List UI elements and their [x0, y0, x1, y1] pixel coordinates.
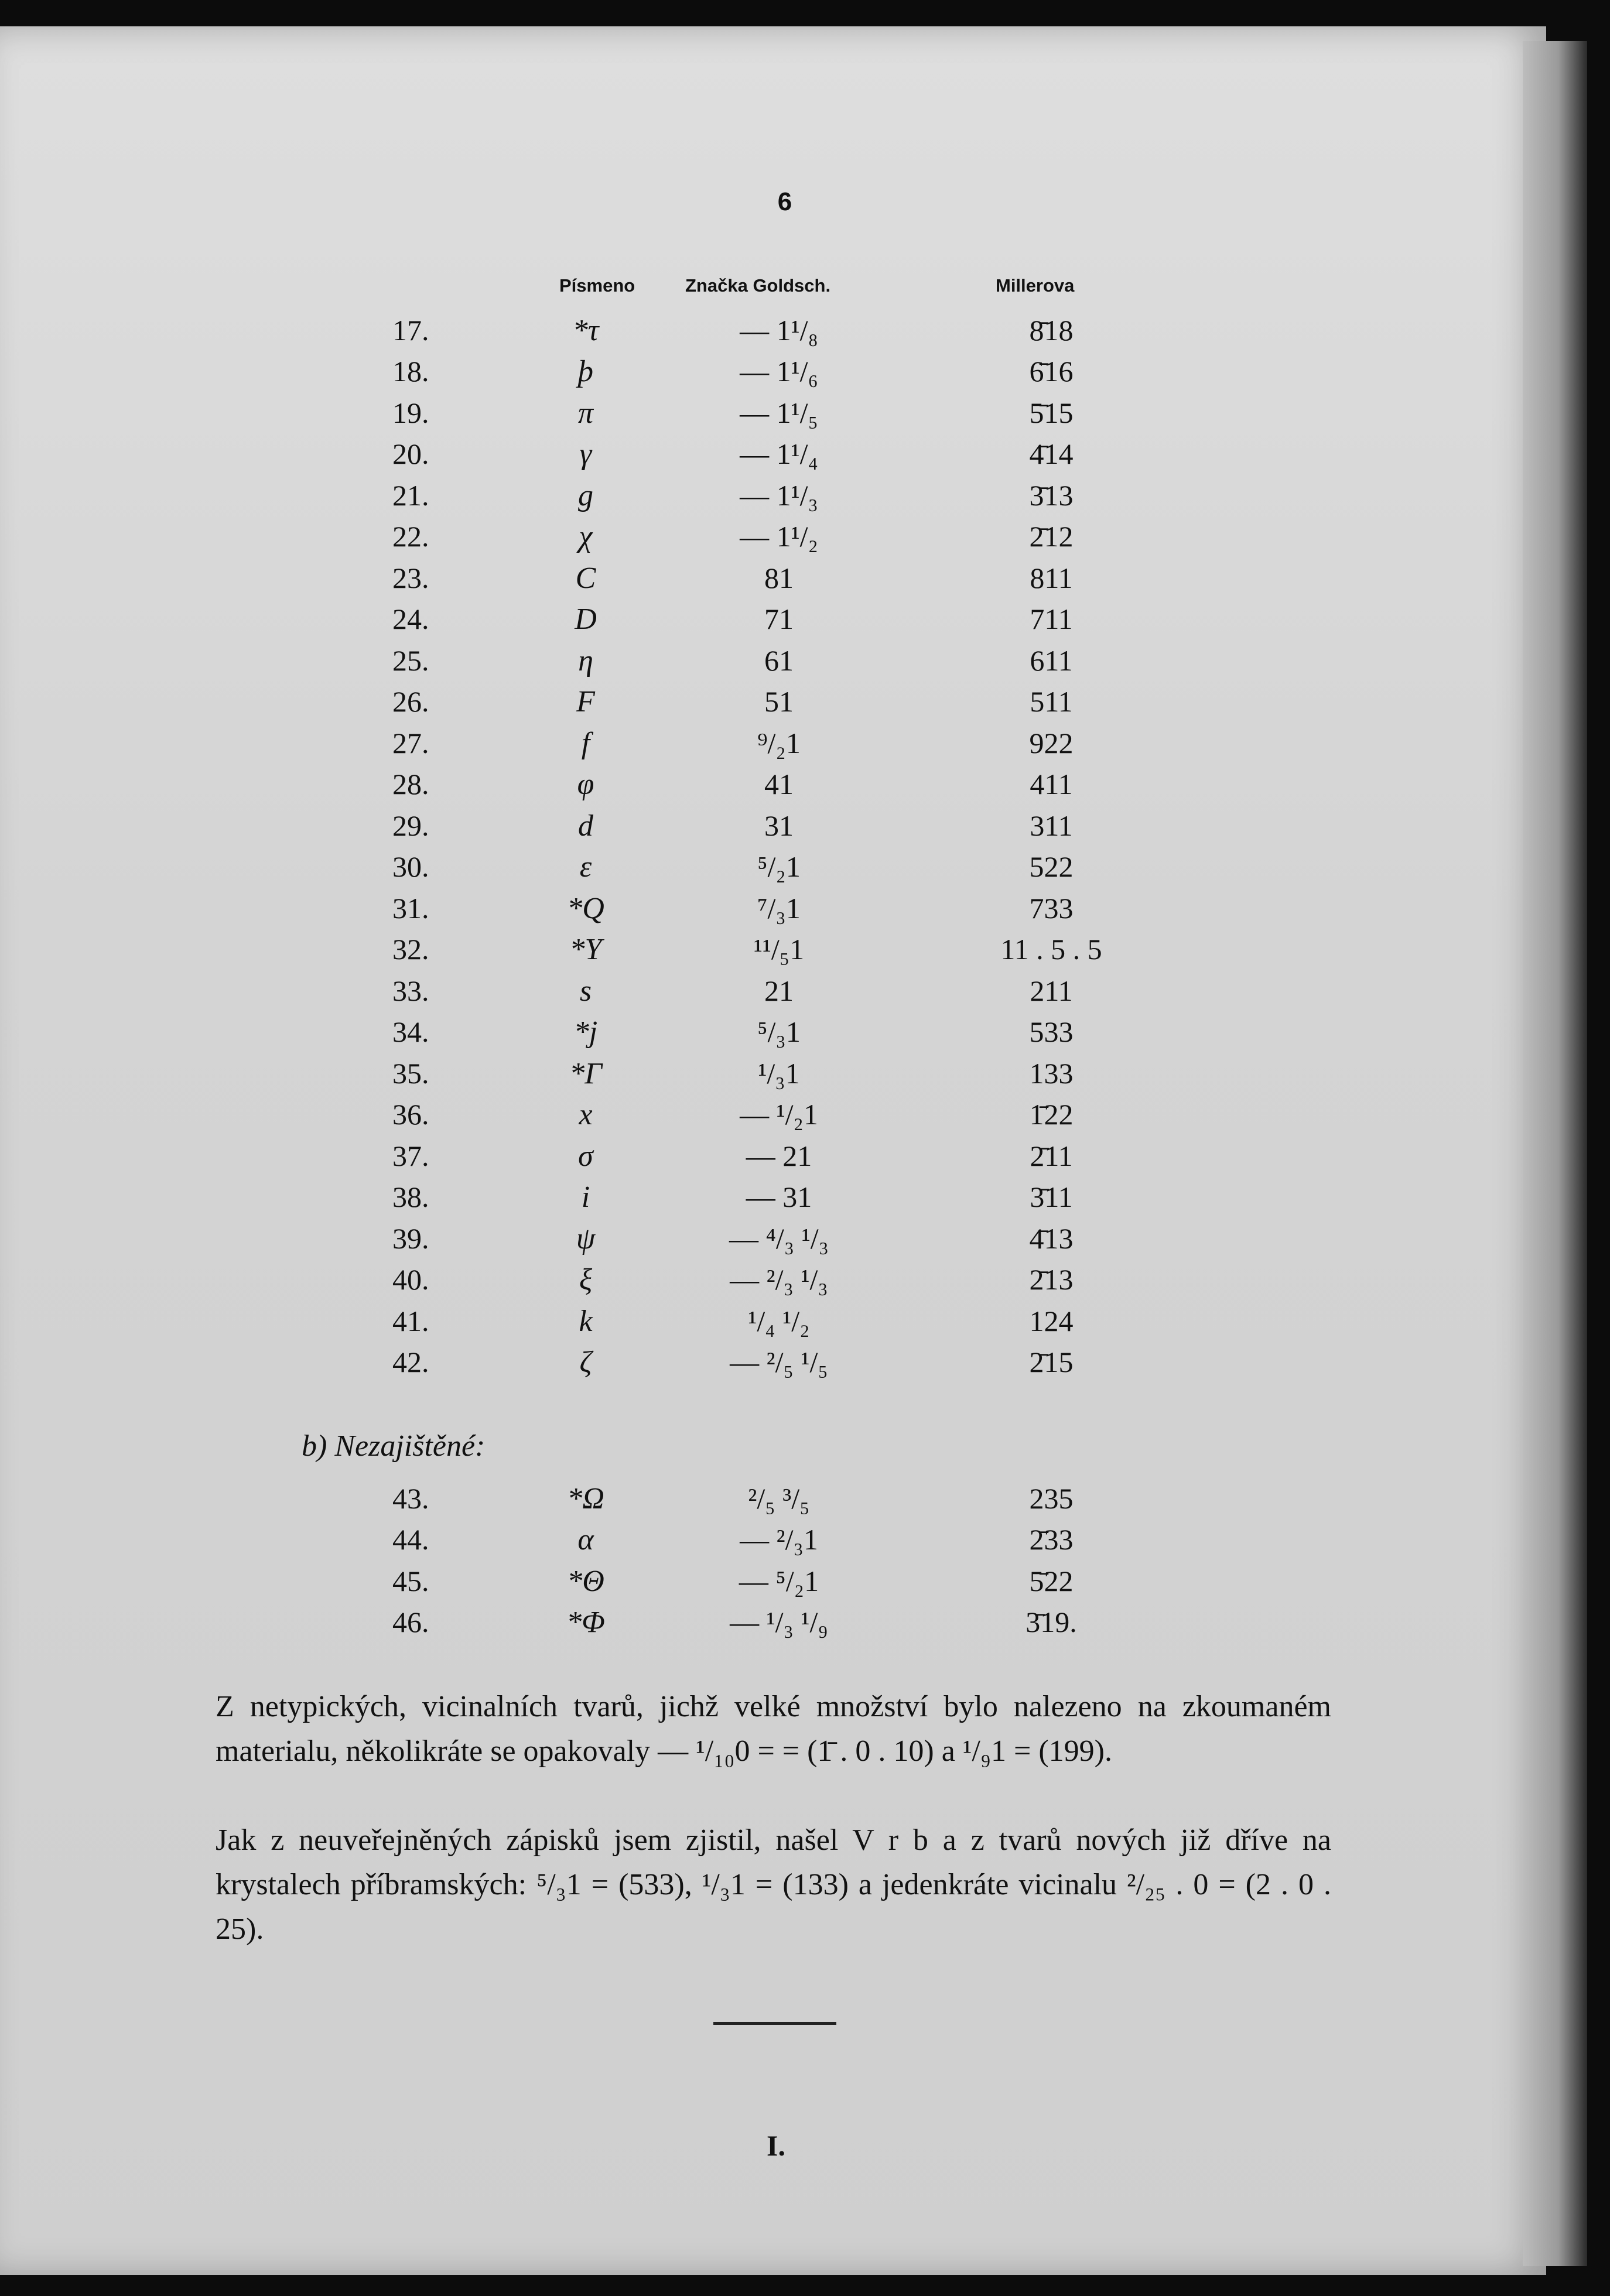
column-header-miller: Millerova — [996, 275, 1075, 296]
row-number: 18. — [392, 355, 429, 388]
row-goldschmidt: — 1¹/₄ — [740, 437, 818, 470]
row-goldschmidt: ⁹/₂1 — [757, 727, 801, 759]
row-letter: ε — [579, 850, 592, 884]
table-row — [0, 1139, 1546, 1180]
row-goldschmidt: — 1¹/₂ — [740, 520, 818, 553]
row-letter: γ — [579, 437, 592, 471]
row-miller: 3̄13 — [1029, 479, 1074, 512]
book-edge — [1523, 41, 1587, 2266]
row-letter: D — [575, 603, 597, 636]
table-row — [0, 519, 1546, 560]
page-number: 6 — [777, 187, 792, 216]
row-miller: 411 — [1030, 768, 1073, 800]
page — [0, 26, 1546, 2275]
row-number: 22. — [392, 520, 429, 553]
row-number: 25. — [392, 644, 429, 677]
row-letter: *Y — [569, 933, 602, 966]
row-number: 42. — [392, 1346, 429, 1378]
row-letter: η — [578, 644, 593, 677]
row-letter: k — [579, 1305, 593, 1338]
row-number: 30. — [392, 850, 429, 883]
table-row — [0, 767, 1546, 808]
row-letter: þ — [578, 355, 593, 388]
table-row — [0, 1056, 1546, 1097]
row-miller: 133 — [1029, 1057, 1074, 1090]
row-miller: 211 — [1030, 974, 1073, 1007]
row-number: 29. — [392, 809, 429, 842]
row-number: 21. — [392, 479, 429, 512]
row-miller: 2̄11 — [1030, 1140, 1073, 1172]
row-letter: s — [579, 974, 592, 1008]
row-number: 32. — [392, 933, 429, 966]
row-miller: 3̄19. — [1026, 1606, 1077, 1638]
row-number: 27. — [392, 727, 429, 759]
table-row — [0, 1481, 1546, 1522]
closing-rule — [713, 2022, 836, 2025]
row-letter: ξ — [579, 1263, 593, 1296]
row-letter: σ — [578, 1140, 593, 1173]
table-row — [0, 644, 1546, 685]
row-miller: 922 — [1029, 727, 1074, 759]
table-row — [0, 437, 1546, 478]
row-letter: g — [578, 479, 593, 512]
table-row — [0, 932, 1546, 973]
row-miller: 4̄14 — [1029, 437, 1074, 470]
row-letter: *Q — [567, 892, 604, 925]
table-row — [0, 850, 1546, 891]
row-goldschmidt: 61 — [764, 644, 794, 677]
row-miller: 611 — [1030, 644, 1073, 677]
row-number: 17. — [392, 314, 429, 347]
paragraph-vrba-notes: Jak z neuveřejněných zápisků jsem zjistil, našel V r b a z tvarů nových již dříve na krystalech příbramských: ⁵/₃1 = (533), ¹/₃1 = (133) a jedenkráte vicinalu ²/₂₅ . 0 = (2 . 0 . 25). — [216, 1823, 1331, 1946]
row-miller: 2̄15 — [1029, 1346, 1074, 1378]
row-number: 44. — [392, 1523, 429, 1556]
row-number: 37. — [392, 1140, 429, 1172]
section-heading-unconfirmed: b) Nezajištěné: — [302, 1429, 486, 1463]
table-row — [0, 1522, 1546, 1563]
row-goldschmidt: 31 — [764, 809, 794, 842]
row-letter: *Φ — [566, 1606, 605, 1639]
row-number: 31. — [392, 892, 429, 925]
row-number: 26. — [392, 685, 429, 718]
row-goldschmidt: — 21 — [746, 1140, 812, 1172]
row-miller: 4̄13 — [1029, 1222, 1074, 1255]
row-goldschmidt: ¹¹/₅1 — [753, 933, 805, 966]
paragraph-vicinal-forms: Z netypických, vicinalních tvarů, jichž velké množství bylo nalezeno na zkoumaném materialu, několikráte se opakovaly — ¹/₁₀0 = = (1̄ . 0 . 10) a ¹/₉1 = (199). — [216, 1690, 1331, 1768]
row-goldschmidt: ¹/₃1 — [758, 1057, 800, 1090]
row-goldschmidt: 21 — [764, 974, 794, 1007]
row-miller: 1̄22 — [1029, 1098, 1074, 1131]
table-row — [0, 1345, 1546, 1386]
row-number: 34. — [392, 1015, 429, 1048]
row-miller: 235 — [1029, 1482, 1074, 1515]
row-miller: 3̄11 — [1030, 1180, 1073, 1213]
table-row — [0, 396, 1546, 437]
row-goldschmidt: — ¹/₃ ¹/₉ — [730, 1606, 828, 1638]
row-miller: 6̄16 — [1029, 355, 1074, 388]
table-row — [0, 974, 1546, 1015]
row-number: 46. — [392, 1606, 429, 1638]
row-miller: 11 . 5 . 5 — [1000, 933, 1102, 966]
row-number: 40. — [392, 1263, 429, 1296]
row-miller: 533 — [1029, 1015, 1074, 1048]
row-miller: 2̄33 — [1029, 1523, 1074, 1556]
row-goldschmidt: — ²/₅ ¹/₅ — [730, 1346, 828, 1378]
row-number: 38. — [392, 1180, 429, 1213]
column-header-goldschmidt: Značka Goldsch. — [685, 275, 831, 296]
row-goldschmidt: — ⁵/₂1 — [739, 1565, 819, 1597]
table-row — [0, 561, 1546, 602]
row-goldschmidt: ²/₅ ³/₅ — [748, 1482, 810, 1515]
row-letter: x — [579, 1098, 593, 1131]
signature-mark: I. — [767, 2129, 785, 2162]
row-letter: ψ — [576, 1222, 596, 1255]
row-goldschmidt: — 1¹/₃ — [740, 479, 818, 512]
table-row — [0, 602, 1546, 643]
row-letter: i — [581, 1180, 590, 1214]
row-miller: 811 — [1030, 562, 1073, 594]
row-goldschmidt: 41 — [764, 768, 794, 800]
row-goldschmidt: 81 — [764, 562, 794, 594]
row-letter: C — [575, 562, 596, 595]
row-miller: 2̄12 — [1029, 520, 1074, 553]
row-goldschmidt: ⁷/₃1 — [757, 892, 801, 925]
row-number: 43. — [392, 1482, 429, 1515]
table-row — [0, 1097, 1546, 1138]
row-letter: φ — [577, 768, 594, 801]
row-miller: 522 — [1029, 850, 1074, 883]
row-number: 23. — [392, 562, 429, 594]
row-letter: *Γ — [569, 1057, 602, 1090]
row-goldschmidt: — ²/₃ ¹/₃ — [730, 1263, 828, 1296]
row-goldschmidt: — ²/₃1 — [740, 1523, 818, 1556]
row-goldschmidt: — 1¹/₈ — [740, 314, 818, 347]
row-goldschmidt: — ⁴/₃ ¹/₃ — [729, 1222, 829, 1255]
row-miller: 711 — [1030, 603, 1073, 635]
row-miller: 8̄18 — [1029, 314, 1074, 347]
table-row — [0, 1605, 1546, 1646]
row-goldschmidt: ⁵/₃1 — [757, 1015, 801, 1048]
row-miller: 5̄15 — [1029, 396, 1074, 429]
table-row — [0, 313, 1546, 354]
row-number: 45. — [392, 1565, 429, 1597]
table-row — [0, 1304, 1546, 1345]
row-goldschmidt: ⁵/₂1 — [757, 850, 801, 883]
table-row — [0, 1221, 1546, 1262]
table-row — [0, 809, 1546, 850]
row-goldschmidt: — ¹/₂1 — [740, 1098, 818, 1131]
row-miller: 5̄22 — [1029, 1565, 1074, 1597]
row-goldschmidt: ¹/₄ ¹/₂ — [748, 1305, 810, 1337]
table-row — [0, 891, 1546, 932]
table-row — [0, 354, 1546, 395]
row-miller: 2̄13 — [1029, 1263, 1074, 1296]
row-miller: 124 — [1029, 1305, 1074, 1337]
row-number: 36. — [392, 1098, 429, 1131]
row-goldschmidt: — 1¹/₆ — [740, 355, 818, 388]
table-row — [0, 1564, 1546, 1605]
row-goldschmidt: 51 — [764, 685, 794, 718]
row-letter: *Ω — [567, 1482, 604, 1515]
row-number: 41. — [392, 1305, 429, 1337]
row-letter: F — [576, 685, 595, 718]
table-row — [0, 1262, 1546, 1303]
row-number: 28. — [392, 768, 429, 800]
row-number: 24. — [392, 603, 429, 635]
row-number: 20. — [392, 437, 429, 470]
column-header-letter: Písmeno — [559, 275, 635, 296]
table-row — [0, 685, 1546, 726]
row-letter: χ — [579, 520, 593, 553]
row-goldschmidt: — 31 — [746, 1180, 812, 1213]
row-letter: *j — [573, 1015, 598, 1049]
row-goldschmidt: — 1¹/₅ — [740, 396, 818, 429]
row-letter: ζ — [579, 1346, 592, 1379]
row-number: 33. — [392, 974, 429, 1007]
row-letter: α — [577, 1523, 594, 1556]
row-letter: *τ — [572, 314, 599, 347]
row-letter: *Θ — [567, 1565, 604, 1598]
row-miller: 311 — [1030, 809, 1073, 842]
row-number: 35. — [392, 1057, 429, 1090]
table-row — [0, 478, 1546, 519]
row-number: 19. — [392, 396, 429, 429]
row-goldschmidt: 71 — [764, 603, 794, 635]
row-letter: d — [578, 809, 593, 843]
table-row — [0, 1015, 1546, 1056]
row-miller: 511 — [1030, 685, 1073, 718]
table-row — [0, 726, 1546, 767]
row-letter: π — [577, 396, 594, 430]
table-row — [0, 1180, 1546, 1221]
row-number: 39. — [392, 1222, 429, 1255]
row-letter: f — [581, 727, 590, 760]
row-miller: 733 — [1029, 892, 1074, 925]
